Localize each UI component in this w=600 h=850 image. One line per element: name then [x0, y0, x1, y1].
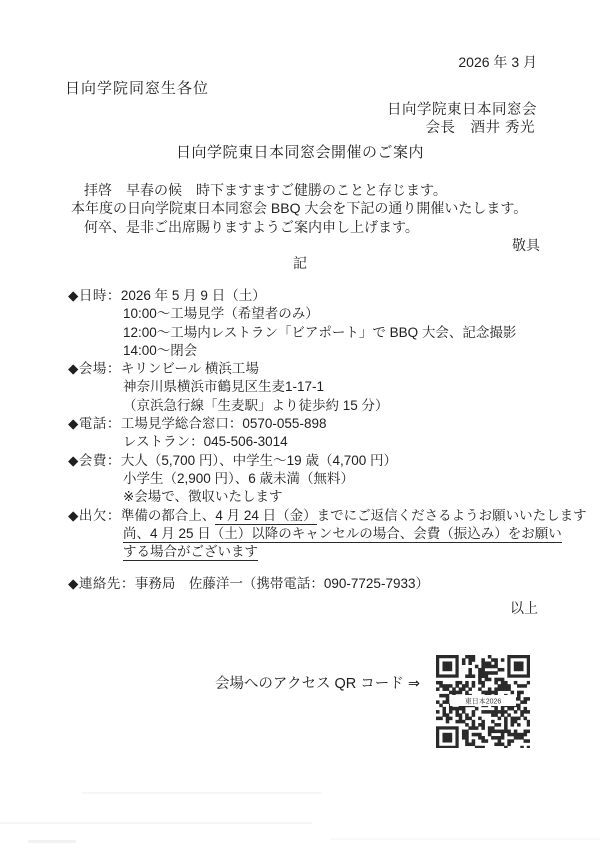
detail-item	[68, 575, 588, 593]
record-marker: 記	[293, 255, 307, 271]
detail-text: 大人（5,700 円）、中学生～19 歳（4,700 円）	[120, 452, 397, 468]
detail-label: ◆連絡先：	[68, 576, 135, 592]
detail-item	[68, 452, 588, 507]
detail-item	[68, 360, 588, 415]
detail-line	[68, 507, 588, 525]
body-paragraph	[0, 181, 600, 236]
detail-text: キリンビール 横浜工場	[120, 361, 259, 377]
detail-text: 準備の都合上、	[120, 507, 216, 523]
end-marker: 以上	[510, 600, 538, 616]
detail-text: 神奈川県横浜市鶴見区生麦1-17-1	[123, 379, 325, 395]
detail-line	[68, 397, 588, 415]
recipient-line: 日向学院同窓生各位	[65, 80, 210, 97]
scan-artifact	[0, 822, 312, 824]
qr-caption: 会場へのアクセス QR コード ⇒	[214, 676, 420, 692]
detail-text: 工場見学総合窓口：0570-055-898	[120, 416, 327, 432]
document-title: 日向学院東日本同窓会開催のご案内	[175, 144, 424, 161]
detail-text: 14:00～閉会	[123, 342, 198, 358]
detail-text: 事務局 佐藤洋一（携帯電話：090-7725-7933）	[134, 576, 429, 592]
detail-label: ◆電話：	[68, 416, 121, 432]
scan-artifact	[28, 840, 76, 843]
detail-item	[68, 287, 588, 360]
detail-line	[68, 360, 588, 378]
detail-line	[68, 378, 588, 396]
scan-artifact	[330, 838, 600, 840]
detail-text: 小学生（2,900 円）、6 歳未満（無料）	[123, 470, 355, 486]
body-line: 拝啓 早春の候 時下ますますご健勝のことと存じます。	[84, 182, 447, 198]
detail-text: 12:00～工場内レストラン「ビアポート」で BBQ 大会、記念撮影	[123, 324, 517, 340]
qr-code-image	[436, 655, 530, 748]
detail-label: ◆会場：	[68, 361, 121, 377]
detail-line	[68, 287, 588, 305]
closing-keigu: 敬具	[512, 237, 540, 253]
detail-text: までにご返信くださるようお願いいたします	[316, 507, 587, 523]
detail-line	[68, 305, 588, 323]
detail-line	[68, 415, 588, 433]
underlined-text: する場合がございます	[123, 544, 258, 560]
detail-line	[68, 324, 588, 342]
detail-text: （京浜急行線「生麦駅」より徒歩約 15 分）	[123, 397, 389, 413]
sender-person-line: 会長 酒井 秀光	[425, 120, 535, 136]
detail-label: ◆日時：	[68, 288, 121, 303]
detail-line	[68, 433, 588, 451]
detail-text: ※会場で、徴収いたします	[123, 489, 283, 505]
detail-line	[68, 488, 588, 506]
sender-org-line: 日向学院東日本同窓会	[387, 102, 537, 118]
qr-code	[436, 655, 530, 748]
detail-line	[68, 575, 588, 593]
detail-label: ◆会費：	[68, 452, 121, 468]
detail-label: ◆出欠：	[68, 507, 121, 523]
detail-line	[68, 470, 588, 488]
detail-text: 2026 年 5 月 9 日（土）	[120, 288, 266, 303]
detail-line	[68, 342, 588, 360]
detail-item	[68, 507, 588, 562]
underlined-text: 4 月 24 日（金）	[215, 507, 317, 523]
scan-artifact	[82, 792, 322, 794]
detail-line	[68, 525, 588, 543]
detail-text: レストラン：045-506-3014	[123, 434, 288, 450]
qr-center-label: 東日本2026	[464, 698, 502, 706]
detail-line	[68, 543, 588, 561]
detail-text: 10:00～工場見学（希望者のみ）	[123, 306, 319, 322]
date-line: 2026 年 3 月	[458, 54, 537, 70]
body-line: 本年度の日向学院東日本同窓会 BBQ 大会を下記の通り開催いたします。	[71, 200, 528, 217]
details-list	[68, 287, 588, 594]
detail-line	[68, 452, 588, 470]
detail-item	[68, 415, 588, 452]
underlined-text: 尚、4 月 25 日（土）以降のキャンセルの場合、会費（振込み）をお願い	[123, 525, 562, 541]
body-line: 何卒、是非ご出席賜りますようご案内申し上げます。	[84, 218, 419, 235]
